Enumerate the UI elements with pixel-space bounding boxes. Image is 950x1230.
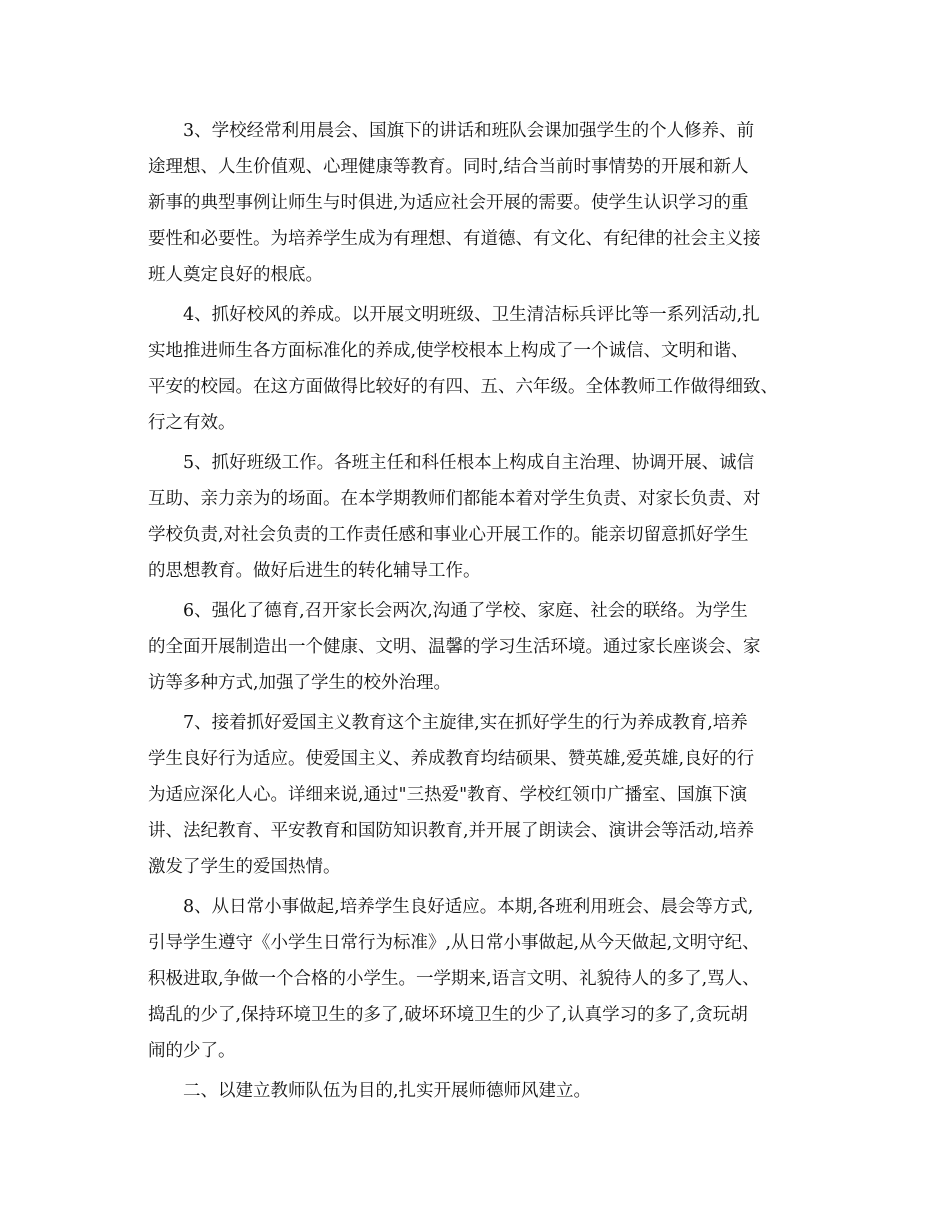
paragraph-line: 捣乱的少了,保持环境卫生的多了,破坏环境卫生的少了,认真学习的多了,贪玩胡	[148, 1005, 748, 1025]
section-heading-2	[148, 1073, 810, 1109]
paragraph-line: 为适应深化人心。详细来说,通过"三热爱"教育、学校红领巾广播室、国旗下演	[148, 785, 748, 805]
paragraph-line: 班人奠定良好的根底。	[148, 265, 323, 285]
paragraph-line: 8、从日常小事做起,培养学生良好适应。本期,各班利用班会、晨会等方式,	[183, 897, 754, 917]
paragraph-line: 积极进取,争做一个合格的小学生。一学期来,语言文明、礼貌待人的多了,骂人、	[148, 969, 760, 989]
paragraph-line: 实地推进师生各方面标准化的养成,使学校根本上构成了一个诚信、文明和谐、	[148, 341, 749, 361]
paragraph-3	[148, 113, 810, 293]
paragraph-line: 4、抓好校风的养成。以开展文明班级、卫生清洁标兵评比等一系列活动,扎	[183, 305, 760, 325]
paragraph-line: 访等多种方式,加强了学生的校外治理。	[148, 673, 452, 693]
paragraph-line: 7、接着抓好爱国主义教育这个主旋律,实在抓好学生的行为养成教育,培养	[183, 713, 748, 733]
paragraph-line: 激发了学生的爱国热情。	[148, 857, 341, 877]
paragraph-line: 学校负责,对社会负责的工作责任感和事业心开展工作的。能亲切留意抓好学生	[148, 525, 749, 545]
paragraph-line: 闹的少了。	[148, 1041, 236, 1061]
paragraph-line: 要性和必要性。为培养学生成为有理想、有道德、有文化、有纪律的社会主义接	[148, 229, 761, 249]
paragraph-8	[148, 889, 810, 1069]
paragraph-line: 互助、亲力亲为的场面。在本学期教师们都能本着对学生负责、对家长负责、对	[148, 489, 761, 509]
paragraph-line: 二、以建立教师队伍为目的,扎实开展师德师风建立。	[183, 1081, 592, 1101]
paragraph-line: 6、强化了德育,召开家长会两次,沟通了学校、家庭、社会的联络。为学生	[183, 601, 748, 621]
paragraph-line: 讲、法纪教育、平安教育和国防知识教育,并开展了朗读会、演讲会等活动,培养	[148, 821, 755, 841]
paragraph-line: 新事的典型事例让师生与时俱进,为适应社会开展的需要。使学生认识学习的重	[148, 193, 749, 213]
paragraph-line: 的思想教育。做好后进生的转化辅导工作。	[148, 561, 481, 581]
paragraph-4	[148, 297, 810, 441]
paragraph-line: 途理想、人生价值观、心理健康等教育。同时,结合当前时事情势的开展和新人	[148, 157, 749, 177]
paragraph-line: 的全面开展制造出一个健康、文明、温馨的学习生活环境。通过家长座谈会、家	[148, 637, 761, 657]
paragraph-line: 3、学校经常利用晨会、国旗下的讲话和班队会课加强学生的个人修养、前	[183, 121, 755, 141]
paragraph-line: 学生良好行为适应。使爱国主义、养成教育均结硕果、赞英雄,爱英雄,良好的行	[148, 749, 755, 769]
paragraph-line: 平安的校园。在这方面做得比较好的有四、五、六年级。全体教师工作做得细致、	[148, 377, 778, 397]
paragraph-7	[148, 705, 810, 885]
paragraph-6	[148, 593, 810, 701]
paragraph-line: 引导学生遵守《小学生日常行为标准》,从日常小事做起,从今天做起,文明守纪、	[148, 933, 760, 953]
document-body	[148, 113, 810, 1113]
paragraph-line: 行之有效。	[148, 413, 236, 433]
paragraph-5	[148, 445, 810, 589]
paragraph-line: 5、抓好班级工作。各班主任和科任根本上构成自主治理、协调开展、诚信	[183, 453, 755, 473]
